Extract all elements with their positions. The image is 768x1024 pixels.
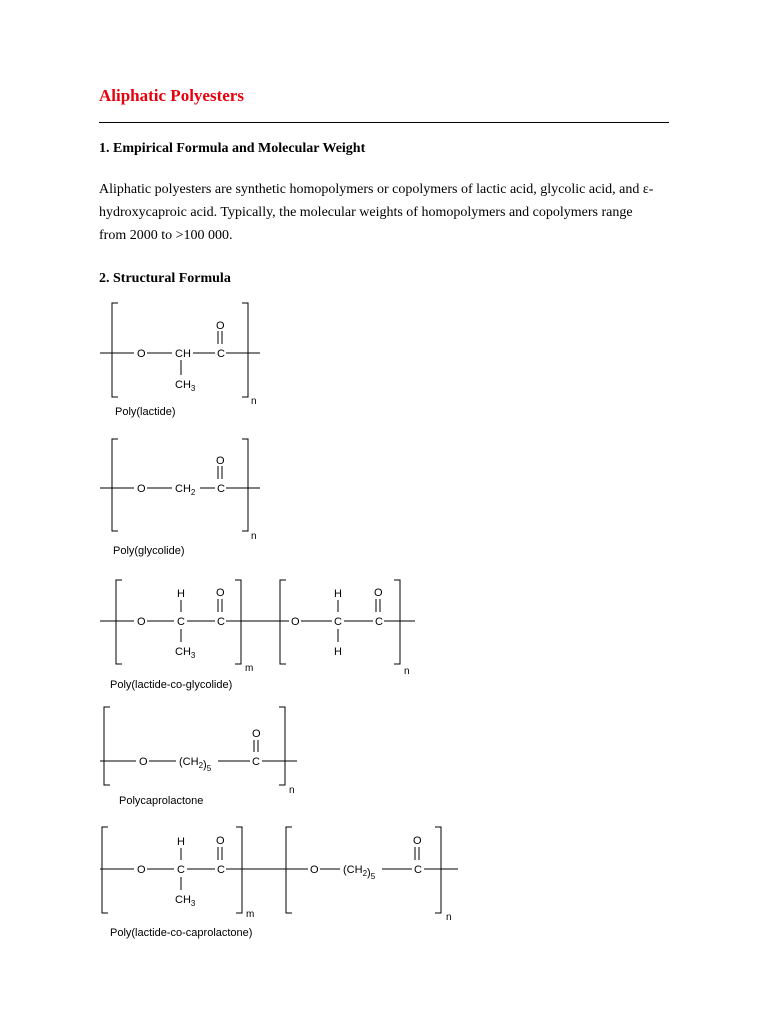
- repeat-n: n: [251, 531, 257, 542]
- group-ch3: $CH_3$: [175, 894, 196, 908]
- atom-carbonyl-o: O: [216, 320, 225, 332]
- atom-o: O: [137, 864, 146, 876]
- atom-c: C: [375, 616, 383, 628]
- section2-heading: 2. Structural Formula: [99, 271, 231, 286]
- atom-h: H: [334, 646, 342, 658]
- repeat-n: n: [289, 785, 295, 796]
- atom-carbonyl-o: O: [252, 728, 261, 740]
- paragraph-line: from 2000 to >100 000.: [99, 228, 233, 243]
- atom-c: C: [177, 864, 185, 876]
- atom-carbonyl-o: O: [374, 587, 383, 599]
- atom-o: O: [137, 483, 146, 495]
- formula-caption: Poly(lactide-co-glycolide): [110, 679, 233, 691]
- atom-c: C: [252, 756, 260, 768]
- atom-ch: CH: [175, 348, 191, 360]
- formula-caption: Polycaprolactone: [119, 795, 204, 807]
- group-ch2-5: $(CH_2)_5$: [179, 756, 212, 773]
- repeat-n: n: [446, 912, 452, 923]
- atom-h: H: [177, 588, 185, 600]
- atom-o: O: [139, 756, 148, 768]
- atom-c: C: [217, 348, 225, 360]
- atom-h: H: [177, 836, 185, 848]
- repeat-n: n: [404, 666, 410, 677]
- atom-o: O: [310, 864, 319, 876]
- atom-c: C: [334, 616, 342, 628]
- group-ch3: $CH_3$: [175, 379, 196, 393]
- atom-h: H: [334, 588, 342, 600]
- atom-c: C: [217, 483, 225, 495]
- atom-carbonyl-o: O: [216, 587, 225, 599]
- formula-caption: Poly(lactide-co-caprolactone): [110, 927, 253, 939]
- atom-c: C: [217, 864, 225, 876]
- page-title: Aliphatic Polyesters: [99, 86, 244, 105]
- atom-carbonyl-o: O: [216, 455, 225, 467]
- atom-c: C: [414, 864, 422, 876]
- atom-o: O: [137, 348, 146, 360]
- group-ch3: $CH_3$: [175, 646, 196, 660]
- paragraph-line: Aliphatic polyesters are synthetic homopolymers or copolymers of lactic acid, glycolic acid, and ε-: [99, 182, 654, 197]
- group-ch2: $CH_2$: [175, 483, 196, 497]
- atom-c: C: [177, 616, 185, 628]
- repeat-n: n: [251, 396, 257, 407]
- formula-caption: Poly(lactide): [115, 406, 176, 418]
- atom-carbonyl-o: O: [413, 835, 422, 847]
- formula-caption: Poly(glycolide): [113, 545, 185, 557]
- section1-heading: 1. Empirical Formula and Molecular Weight: [99, 141, 366, 156]
- paragraph-line: hydroxycaproic acid. Typically, the molecular weights of homopolymers and copolymers range: [99, 205, 633, 220]
- atom-c: C: [217, 616, 225, 628]
- atom-o: O: [137, 616, 146, 628]
- repeat-m: m: [245, 663, 254, 674]
- repeat-m: m: [246, 909, 255, 920]
- atom-o: O: [291, 616, 300, 628]
- atom-carbonyl-o: O: [216, 835, 225, 847]
- group-ch2-5: $(CH_2)_5$: [343, 864, 376, 881]
